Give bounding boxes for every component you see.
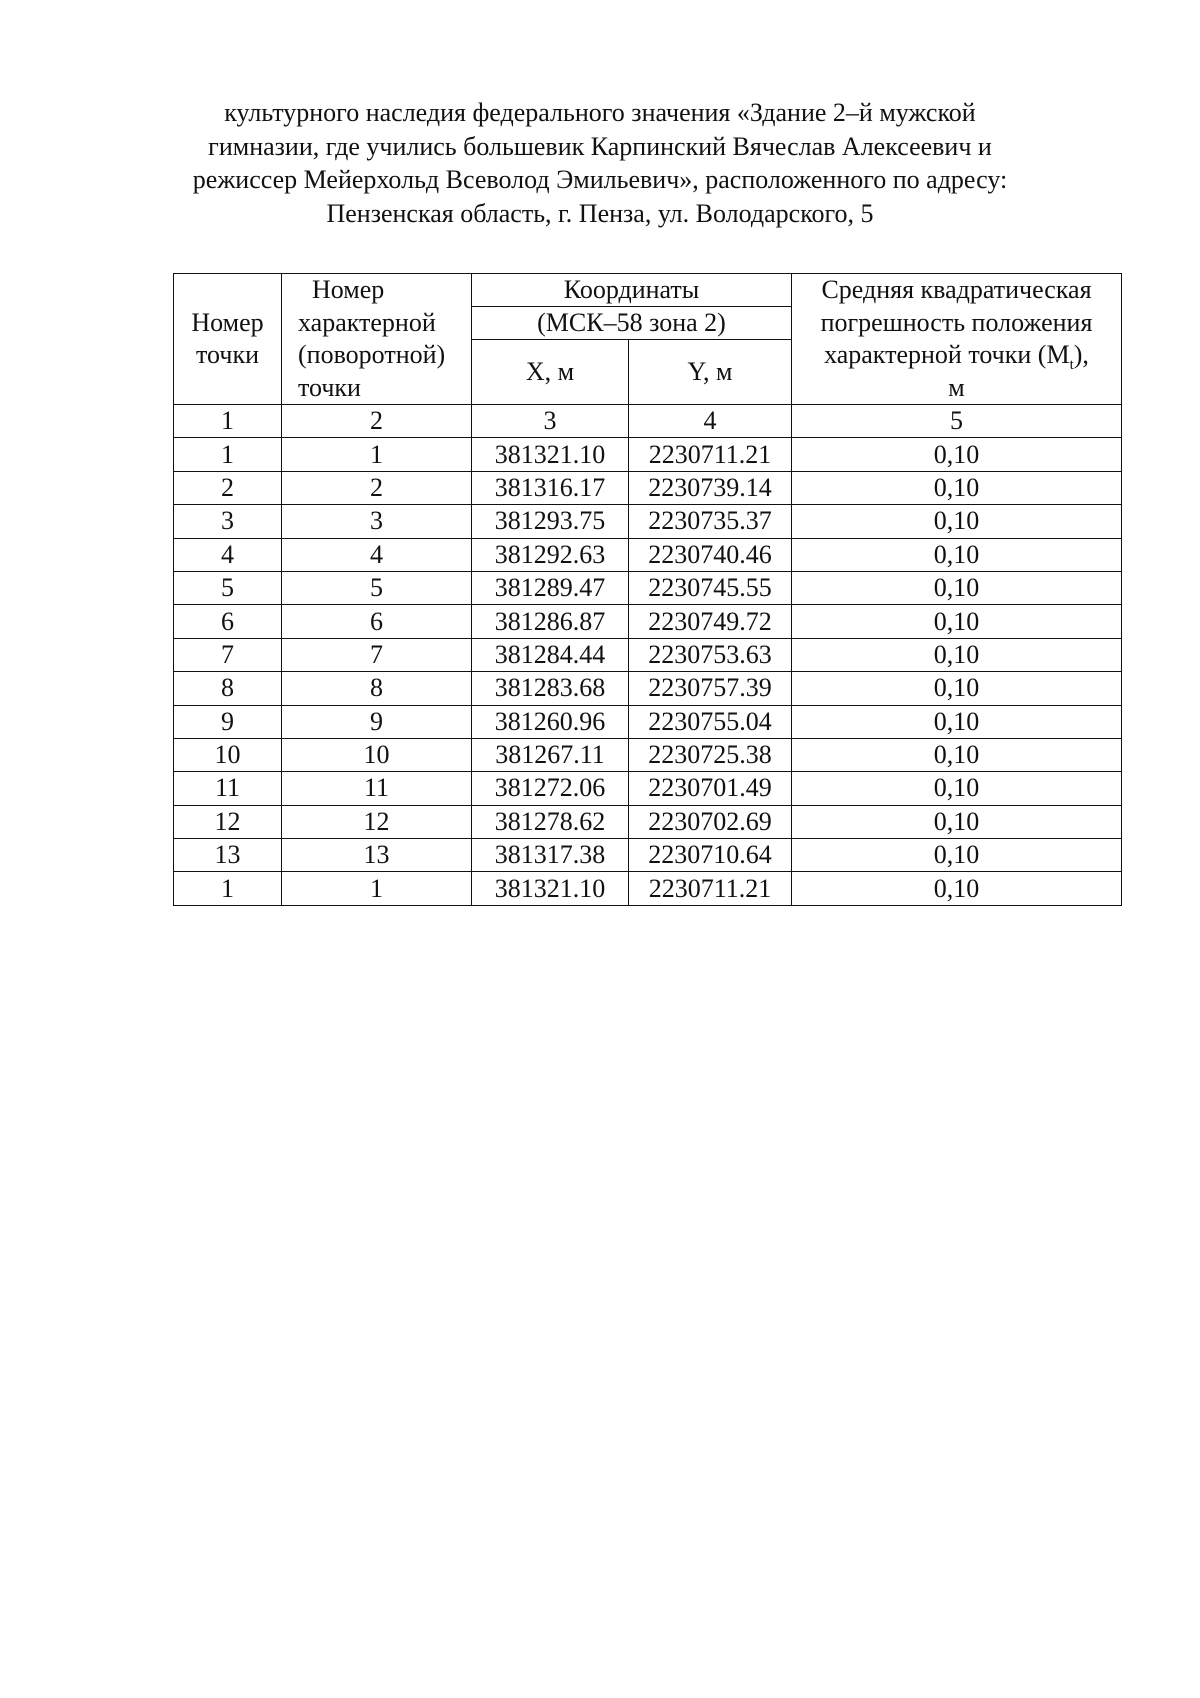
- table-body: [174, 438, 1122, 905]
- header-y: Y, м: [629, 340, 792, 405]
- table-row: [174, 438, 1122, 471]
- header-text: точки: [196, 340, 259, 369]
- cell-x: 381321.10: [472, 438, 629, 471]
- table-row: [174, 605, 1122, 638]
- cell-x: 381278.62: [472, 805, 629, 838]
- cell-x: 381321.10: [472, 872, 629, 905]
- cell-error: 0,10: [792, 672, 1122, 705]
- cell-point-number: 8: [174, 672, 282, 705]
- column-number: 4: [629, 405, 792, 438]
- heading-line: гимназии, где учились большевик Карпинский Вячеслав Алексеевич и: [208, 131, 992, 161]
- cell-point-number: 5: [174, 571, 282, 604]
- cell-characteristic-point: 4: [282, 538, 472, 571]
- cell-error: 0,10: [792, 772, 1122, 805]
- cell-characteristic-point: 1: [282, 872, 472, 905]
- cell-characteristic-point: 5: [282, 571, 472, 604]
- cell-error: 0,10: [792, 738, 1122, 771]
- cell-y: 2230740.46: [629, 538, 792, 571]
- cell-error: 0,10: [792, 505, 1122, 538]
- cell-x: 381260.96: [472, 705, 629, 738]
- table-row: [174, 672, 1122, 705]
- header-text-part: ),: [1073, 340, 1089, 369]
- column-number: 2: [282, 405, 472, 438]
- cell-y: 2230757.39: [629, 672, 792, 705]
- cell-error: 0,10: [792, 605, 1122, 638]
- cell-y: 2230755.04: [629, 705, 792, 738]
- header-text: погрешность положения: [820, 307, 1093, 337]
- header-text: Средняя квадратическая: [821, 275, 1092, 304]
- header-x: X, м: [472, 340, 629, 405]
- cell-y: 2230711.21: [629, 438, 792, 471]
- cell-characteristic-point: 1: [282, 438, 472, 471]
- table-row: [174, 471, 1122, 504]
- cell-x: 381293.75: [472, 505, 629, 538]
- cell-point-number: 7: [174, 638, 282, 671]
- cell-error: 0,10: [792, 571, 1122, 604]
- cell-error: 0,10: [792, 471, 1122, 504]
- cell-error: 0,10: [792, 872, 1122, 905]
- cell-point-number: 2: [174, 471, 282, 504]
- header-text-part: характерной точки (M: [824, 340, 1070, 369]
- cell-characteristic-point: 8: [282, 672, 472, 705]
- cell-x: 381316.17: [472, 471, 629, 504]
- header-text: точки: [298, 372, 361, 402]
- heading-line: культурного наследия федерального значения «Здание 2–й мужской: [224, 98, 976, 127]
- cell-characteristic-point: 10: [282, 738, 472, 771]
- header-coordinate-system: (МСК–58 зона 2): [472, 307, 792, 340]
- table-row: [174, 872, 1122, 905]
- table-row: [174, 505, 1122, 538]
- cell-y: 2230711.21: [629, 872, 792, 905]
- cell-point-number: 10: [174, 738, 282, 771]
- cell-characteristic-point: 3: [282, 505, 472, 538]
- cell-point-number: 4: [174, 538, 282, 571]
- table-row: [174, 638, 1122, 671]
- cell-characteristic-point: 11: [282, 772, 472, 805]
- cell-error: 0,10: [792, 705, 1122, 738]
- header-text: м: [948, 372, 965, 402]
- header-coordinates: Координаты: [472, 274, 792, 307]
- cell-x: 381284.44: [472, 638, 629, 671]
- cell-x: 381272.06: [472, 772, 629, 805]
- cell-y: 2230701.49: [629, 772, 792, 805]
- cell-x: 381292.63: [472, 538, 629, 571]
- cell-error: 0,10: [792, 839, 1122, 872]
- header-text: (поворотной): [298, 340, 446, 369]
- cell-point-number: 6: [174, 605, 282, 638]
- cell-x: 381283.68: [472, 672, 629, 705]
- cell-x: 381289.47: [472, 571, 629, 604]
- cell-characteristic-point: 6: [282, 605, 472, 638]
- header-characteristic-point-number: [282, 274, 472, 405]
- table-row: [174, 772, 1122, 805]
- header-mean-square-error: [792, 274, 1122, 405]
- cell-characteristic-point: 2: [282, 471, 472, 504]
- cell-point-number: 9: [174, 705, 282, 738]
- header-text: Номер: [312, 275, 385, 304]
- cell-y: 2230702.69: [629, 805, 792, 838]
- table-row: [174, 738, 1122, 771]
- column-number: 3: [472, 405, 629, 438]
- cell-point-number: 1: [174, 872, 282, 905]
- cell-error: 0,10: [792, 638, 1122, 671]
- document-heading: [140, 96, 1060, 230]
- cell-y: 2230725.38: [629, 738, 792, 771]
- coordinates-table: [173, 273, 1122, 906]
- heading-line: Пензенская область, г. Пенза, ул. Володарского, 5: [326, 198, 874, 228]
- cell-point-number: 1: [174, 438, 282, 471]
- cell-error: 0,10: [792, 538, 1122, 571]
- cell-characteristic-point: 13: [282, 839, 472, 872]
- cell-error: 0,10: [792, 438, 1122, 471]
- column-number: 5: [792, 405, 1122, 438]
- cell-point-number: 12: [174, 805, 282, 838]
- header-text: [792, 339, 1121, 372]
- cell-characteristic-point: 12: [282, 805, 472, 838]
- table-row: [174, 571, 1122, 604]
- cell-point-number: 3: [174, 505, 282, 538]
- cell-characteristic-point: 7: [282, 638, 472, 671]
- cell-point-number: 11: [174, 772, 282, 805]
- column-number: 1: [174, 405, 282, 438]
- header-point-number: [174, 274, 282, 405]
- cell-y: 2230710.64: [629, 839, 792, 872]
- table-row: [174, 538, 1122, 571]
- cell-error: 0,10: [792, 805, 1122, 838]
- cell-y: 2230739.14: [629, 471, 792, 504]
- cell-x: 381267.11: [472, 738, 629, 771]
- subscript: t: [1069, 357, 1074, 374]
- table-row: [174, 805, 1122, 838]
- cell-y: 2230745.55: [629, 571, 792, 604]
- heading-line: режиссер Мейерхольд Всеволод Эмильевич», расположенного по адресу:: [192, 165, 1008, 194]
- cell-point-number: 13: [174, 839, 282, 872]
- table-row: [174, 705, 1122, 738]
- cell-y: 2230753.63: [629, 638, 792, 671]
- cell-x: 381317.38: [472, 839, 629, 872]
- header-text: характерной: [298, 307, 436, 337]
- cell-characteristic-point: 9: [282, 705, 472, 738]
- cell-x: 381286.87: [472, 605, 629, 638]
- cell-y: 2230735.37: [629, 505, 792, 538]
- header-text: Номер: [191, 307, 264, 337]
- table-row: [174, 839, 1122, 872]
- cell-y: 2230749.72: [629, 605, 792, 638]
